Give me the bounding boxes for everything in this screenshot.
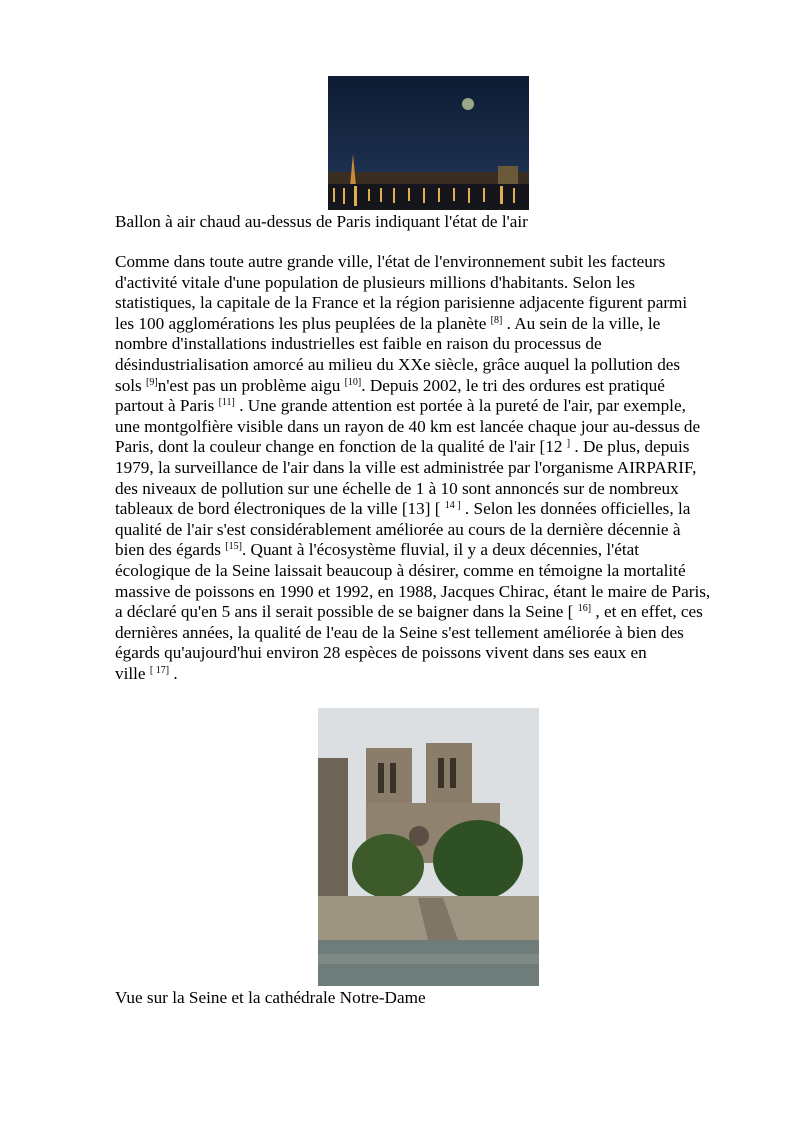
text-line [115, 396, 750, 417]
text-line [115, 479, 750, 500]
text-segment: partout à Paris [115, 396, 219, 416]
text-segment: . Quant à l'écosystème fluvial, il y a deux décennies, l'état [241, 540, 640, 560]
text-line [115, 520, 750, 541]
text-segment: Comme dans toute autre grande ville, l'état de l'environnement subit les facteurs [115, 252, 666, 271]
reference-superscript: [11] [218, 397, 235, 409]
reference-superscript: 16] [577, 603, 592, 615]
text-line [115, 252, 750, 273]
text-segment: . [169, 663, 178, 683]
text-line [115, 437, 750, 458]
text-segment: dernières années, la qualité de l'eau de la Seine s'est tellement améliorée à bien des [115, 622, 684, 642]
text-segment: sols [115, 375, 147, 395]
text-line [115, 458, 750, 479]
notre-dame-image [318, 708, 539, 986]
reference-superscript: [10] [344, 376, 362, 388]
text-segment: qualité de l'air s'est considérablement améliorée au cours de la dernière décennie à [115, 519, 681, 539]
text-line [115, 314, 750, 335]
reference-superscript: [ 17] [149, 664, 170, 676]
text-segment: égards qu'aujourd'hui environ 28 espèces de poissons vivent dans ses eaux en [115, 643, 647, 663]
text-segment: , et en effet, ces [591, 602, 703, 622]
balloon-shape [462, 98, 474, 110]
text-segment: une montgolfière visible dans un rayon de 40 km est lancée chaque jour au-dessus de [115, 416, 701, 436]
text-line [115, 643, 750, 664]
text-line [115, 417, 750, 438]
reference-superscript: ] [566, 438, 571, 450]
text-segment: les 100 agglomérations les plus peuplées de la planète [115, 313, 491, 333]
text-line [115, 293, 750, 314]
reference-superscript: [9] [146, 376, 158, 388]
text-line [115, 273, 750, 294]
text-segment: a déclaré qu'en 5 ans il serait possible de se baigner dans la Seine [ [115, 602, 578, 622]
text-line [115, 664, 750, 685]
text-line [115, 561, 750, 582]
reference-superscript: 14 ] [444, 500, 461, 512]
text-line [115, 540, 750, 561]
night-paris-photo [328, 76, 529, 210]
text-segment: tableaux de bord électroniques de la ville [13] [ [115, 499, 445, 519]
text-segment: nombre d'installations industrielles est faible en raison du processus de [115, 334, 602, 354]
text-segment: statistiques, la capitale de la France et la région parisienne adjacente figurent parmi [115, 293, 688, 313]
text-line [115, 499, 750, 520]
text-segment: des niveaux de pollution sur une échelle de 1 à 10 sont annoncés sur de nombreux [115, 478, 679, 498]
notre-dame-photo [318, 708, 539, 986]
text-segment: . Une grande attention est portée à la pureté de l'air, par exemple, [234, 396, 686, 416]
reference-superscript: [8] [490, 314, 503, 326]
figure-caption: Vue sur la Seine et la cathédrale Notre-Dame [115, 988, 426, 1007]
text-segment: . Depuis 2002, le tri des ordures est pratiqué [361, 375, 665, 395]
text-line [115, 334, 750, 355]
text-line [115, 582, 750, 603]
reference-superscript: [15] [225, 541, 242, 553]
text-line [115, 623, 750, 644]
body-paragraph [115, 252, 750, 684]
text-segment: 1979, la surveillance de l'air dans la ville est administrée par l'organisme AIRPARIF, [115, 457, 697, 477]
text-line [115, 355, 750, 376]
text-line [115, 376, 750, 397]
text-segment: d'activité vitale d'une population de plusieurs millions d'habitants. Selon les [115, 272, 636, 292]
text-segment: . Selon les données officielles, la [460, 499, 691, 519]
figure-caption: Ballon à air chaud au-dessus de Paris indiquant l'état de l'air [115, 212, 528, 231]
text-segment: bien des égards [115, 540, 226, 560]
text-segment: massive de poissons en 1990 et 1992, en 1988, Jacques Chirac, étant le maire de Paris, [115, 581, 711, 601]
text-segment: . Au sein de la ville, le [502, 313, 661, 333]
text-segment: ville [115, 663, 150, 683]
text-segment: écologique de la Seine laissait beaucoup à désirer, comme en témoigne la mortalité [115, 560, 686, 580]
text-segment: désindustrialisation amorcé au milieu du XXe siècle, grâce auquel la pollution des [115, 354, 681, 374]
text-segment: Paris, dont la couleur change en fonction de la qualité de l'air [12 [115, 437, 567, 457]
text-segment: . De plus, depuis [570, 437, 690, 457]
text-segment: n'est pas un problème aigu [157, 375, 345, 395]
text-line [115, 602, 750, 623]
night-paris-image [328, 76, 529, 210]
